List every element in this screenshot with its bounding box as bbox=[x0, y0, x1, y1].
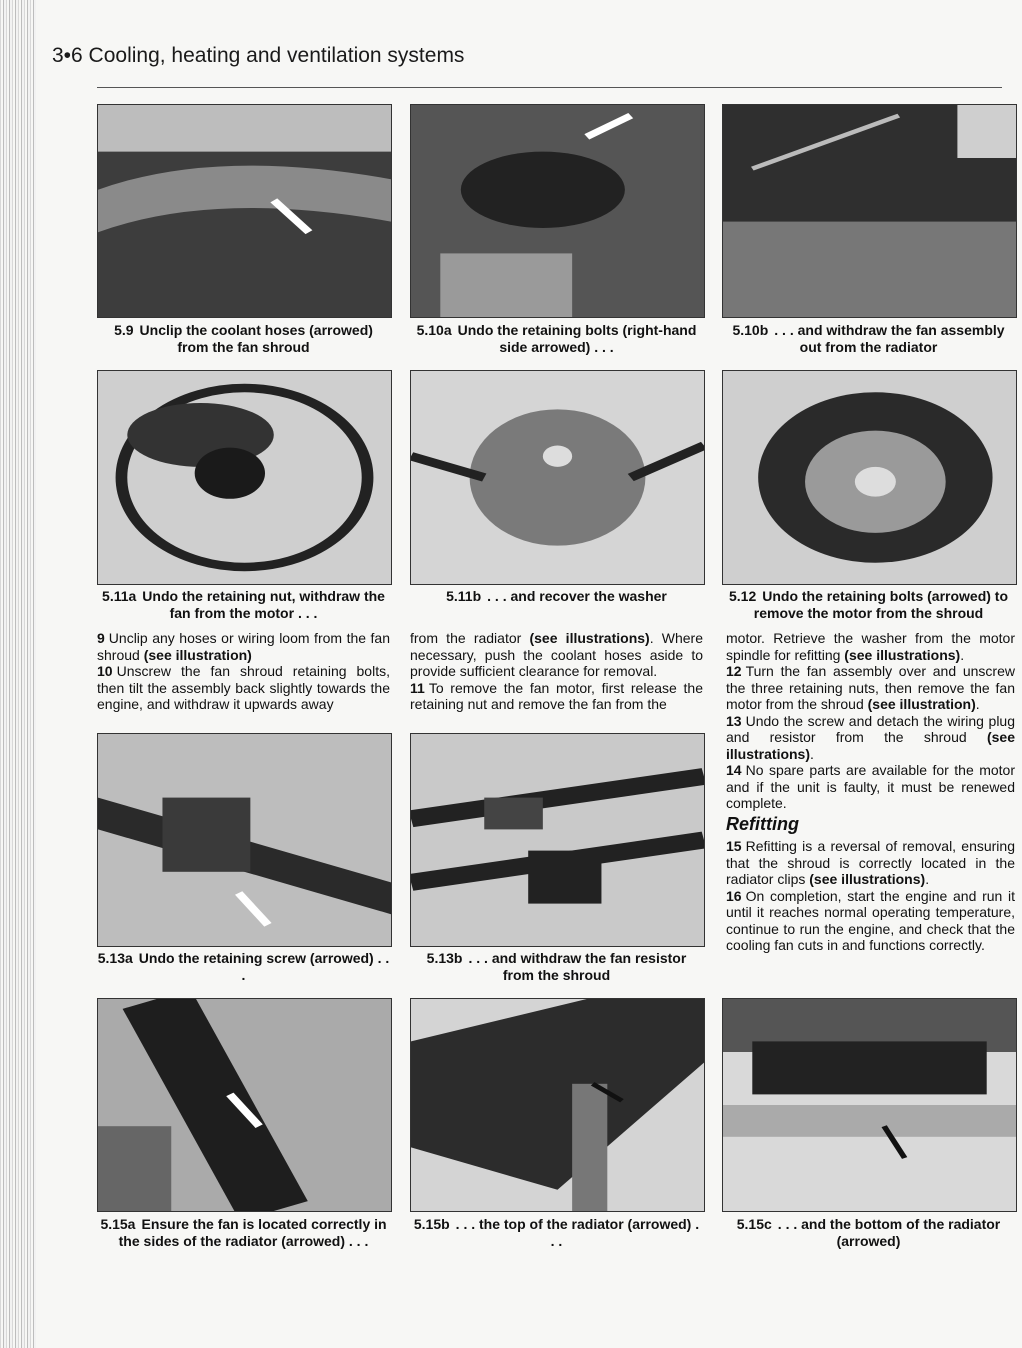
paragraph-text: Refitting is a reversal of removal, ensuring that the shroud is correctly located in the radiator clips bbox=[726, 838, 1015, 887]
paragraph-13: 13 Undo the screw and detach the wiring plug and resistor from the shroud (see illustrations). bbox=[726, 712, 1015, 762]
figure-caption-text: Undo the retaining nut, withdraw the fan from the motor . . . bbox=[142, 588, 385, 621]
paragraph-number: 9 bbox=[97, 630, 105, 646]
paragraph-10 bbox=[97, 663, 390, 713]
paragraph-text: No spare parts are available for the motor and if the unit is faulty, it must be renewed complete. bbox=[726, 762, 1015, 811]
photo-5-15c bbox=[722, 998, 1017, 1212]
paragraph-16 bbox=[726, 888, 1015, 954]
figure-label: 5.11a bbox=[102, 588, 137, 604]
figure-label: 5.10a bbox=[416, 322, 452, 338]
figure-caption-text: Unclip the coolant hoses (arrowed) from the fan shroud bbox=[139, 322, 373, 355]
text-column-2 bbox=[410, 630, 703, 713]
figure-caption-text: . . . the top of the radiator (arrowed) . . . bbox=[455, 1216, 700, 1249]
paragraph-text: On completion, start the engine and run it until it reaches normal operating temperature, continue to run the engine, and check that the cooling fan cuts in and functions correctly. bbox=[726, 887, 1015, 953]
caption-5-11a bbox=[97, 588, 390, 622]
paragraph-12: 12 Turn the fan assembly over and unscrew the three retaining nuts, then remove the fan motor from the shroud (see illustration). bbox=[726, 663, 1015, 712]
photo-5-15b bbox=[410, 998, 705, 1212]
illustration-ref: (see illustrations) bbox=[726, 729, 1015, 762]
paragraph-11-cont: motor. Retrieve the washer from the motor spindle for refitting (see illustrations). bbox=[726, 630, 1015, 663]
figure-caption-text: . . . and withdraw the fan resistor from the shroud bbox=[468, 950, 687, 983]
photo-5-11b bbox=[410, 370, 705, 585]
caption-5-15a bbox=[97, 1216, 390, 1250]
caption-5-15c bbox=[722, 1216, 1015, 1250]
photo-5-13a bbox=[97, 733, 392, 947]
text-column-1 bbox=[97, 630, 390, 713]
photo-5-9 bbox=[97, 104, 392, 318]
figure-caption-text: . . . and recover the washer bbox=[487, 588, 667, 604]
paragraph-number: 13 bbox=[726, 712, 742, 729]
paragraph-number: 11 bbox=[410, 679, 425, 696]
header-rule bbox=[97, 87, 1002, 88]
figure-caption-text: Undo the retaining bolts (right-hand side arrowed) . . . bbox=[457, 322, 697, 355]
caption-5-13a bbox=[97, 950, 390, 984]
paragraph-text: motor. Retrieve the washer from the motor spindle for refitting bbox=[726, 630, 1015, 663]
figure-label: 5.15c bbox=[736, 1216, 772, 1232]
figure-label: 5.15a bbox=[100, 1216, 136, 1232]
caption-5-13b bbox=[410, 950, 703, 984]
page-header: 3•6 Cooling, heating and ventilation systems bbox=[52, 44, 465, 67]
figure-label: 5.13b bbox=[426, 950, 463, 966]
figure-label: 5.15b bbox=[413, 1216, 450, 1232]
paragraph-number: 15 bbox=[726, 838, 742, 854]
paragraph-text: Undo the screw and detach the wiring plug and resistor from the shroud bbox=[726, 712, 1015, 745]
scan-binding-edge bbox=[0, 0, 36, 1348]
figure-label: 5.13a bbox=[97, 950, 133, 966]
paragraph-text: Unscrew the fan shroud retaining bolts, then tilt the assembly back slightly towards the engine, and withdraw it upwards away bbox=[97, 663, 390, 712]
caption-5-11b bbox=[410, 588, 703, 605]
illustration-ref: (see illustrations) bbox=[809, 871, 926, 887]
caption-5-9 bbox=[97, 322, 390, 356]
paragraph-9 bbox=[97, 630, 390, 663]
figure-label: 5.10b bbox=[732, 322, 769, 338]
photo-5-12 bbox=[722, 370, 1017, 585]
photo-5-11a bbox=[97, 370, 392, 585]
illustration-ref: (see illustrations) bbox=[529, 630, 650, 646]
paragraph-10-cont bbox=[410, 630, 703, 680]
figure-caption-text: Undo the retaining screw (arrowed) . . . bbox=[138, 950, 390, 983]
text-column-3 bbox=[726, 630, 1015, 954]
illustration-ref: (see illustration) bbox=[143, 646, 252, 663]
illustration-ref: (see illustration) bbox=[867, 696, 976, 712]
illustration-ref: (see illustrations) bbox=[844, 646, 961, 663]
paragraph-number: 12 bbox=[726, 663, 742, 679]
photo-5-15a bbox=[97, 998, 392, 1212]
figure-caption-text: Undo the retaining bolts (arrowed) to remove the motor from the shroud bbox=[753, 588, 1009, 621]
paragraph-number: 10 bbox=[97, 663, 113, 679]
figure-label: 5.9 bbox=[114, 322, 134, 338]
paragraph-15: 15 Refitting is a reversal of removal, ensuring that the shroud is correctly located in the radiator clips (see illustrations). bbox=[726, 838, 1015, 887]
photo-5-13b bbox=[410, 733, 705, 947]
figure-caption-text: . . . and the bottom of the radiator (arrowed) bbox=[777, 1216, 1001, 1249]
figure-caption-text: Ensure the fan is located correctly in the sides of the radiator (arrowed) . . . bbox=[118, 1216, 387, 1249]
photo-5-10b bbox=[722, 104, 1017, 318]
caption-5-15b bbox=[410, 1216, 703, 1250]
figure-label: 5.11b bbox=[446, 588, 482, 604]
paragraph-text: . Where necessary, push the coolant hoses aside to provide sufficient clearance for removal. bbox=[410, 630, 704, 679]
photo-5-10a bbox=[410, 104, 705, 318]
paragraph-number: 16 bbox=[726, 887, 742, 904]
paragraph-14 bbox=[726, 762, 1015, 812]
caption-5-10a bbox=[410, 322, 703, 356]
paragraph-text: from the radiator bbox=[410, 630, 522, 646]
paragraph-11 bbox=[410, 680, 703, 713]
figure-caption-text: . . . and withdraw the fan assembly out from the radiator bbox=[774, 322, 1005, 355]
caption-5-10b bbox=[722, 322, 1015, 356]
section-heading-refitting: Refitting bbox=[726, 813, 799, 834]
caption-5-12 bbox=[722, 588, 1015, 622]
paragraph-text: Turn the fan assembly over and unscrew the three retaining nuts, then remove the fan motor from the shroud bbox=[726, 663, 1015, 712]
paragraph-number: 14 bbox=[726, 762, 742, 778]
paragraph-text: To remove the fan motor, first release the retaining nut and remove the fan from the bbox=[410, 679, 703, 712]
figure-label: 5.12 bbox=[728, 588, 757, 604]
paragraph-text: Unclip any hoses or wiring loom from the fan shroud bbox=[97, 630, 390, 663]
